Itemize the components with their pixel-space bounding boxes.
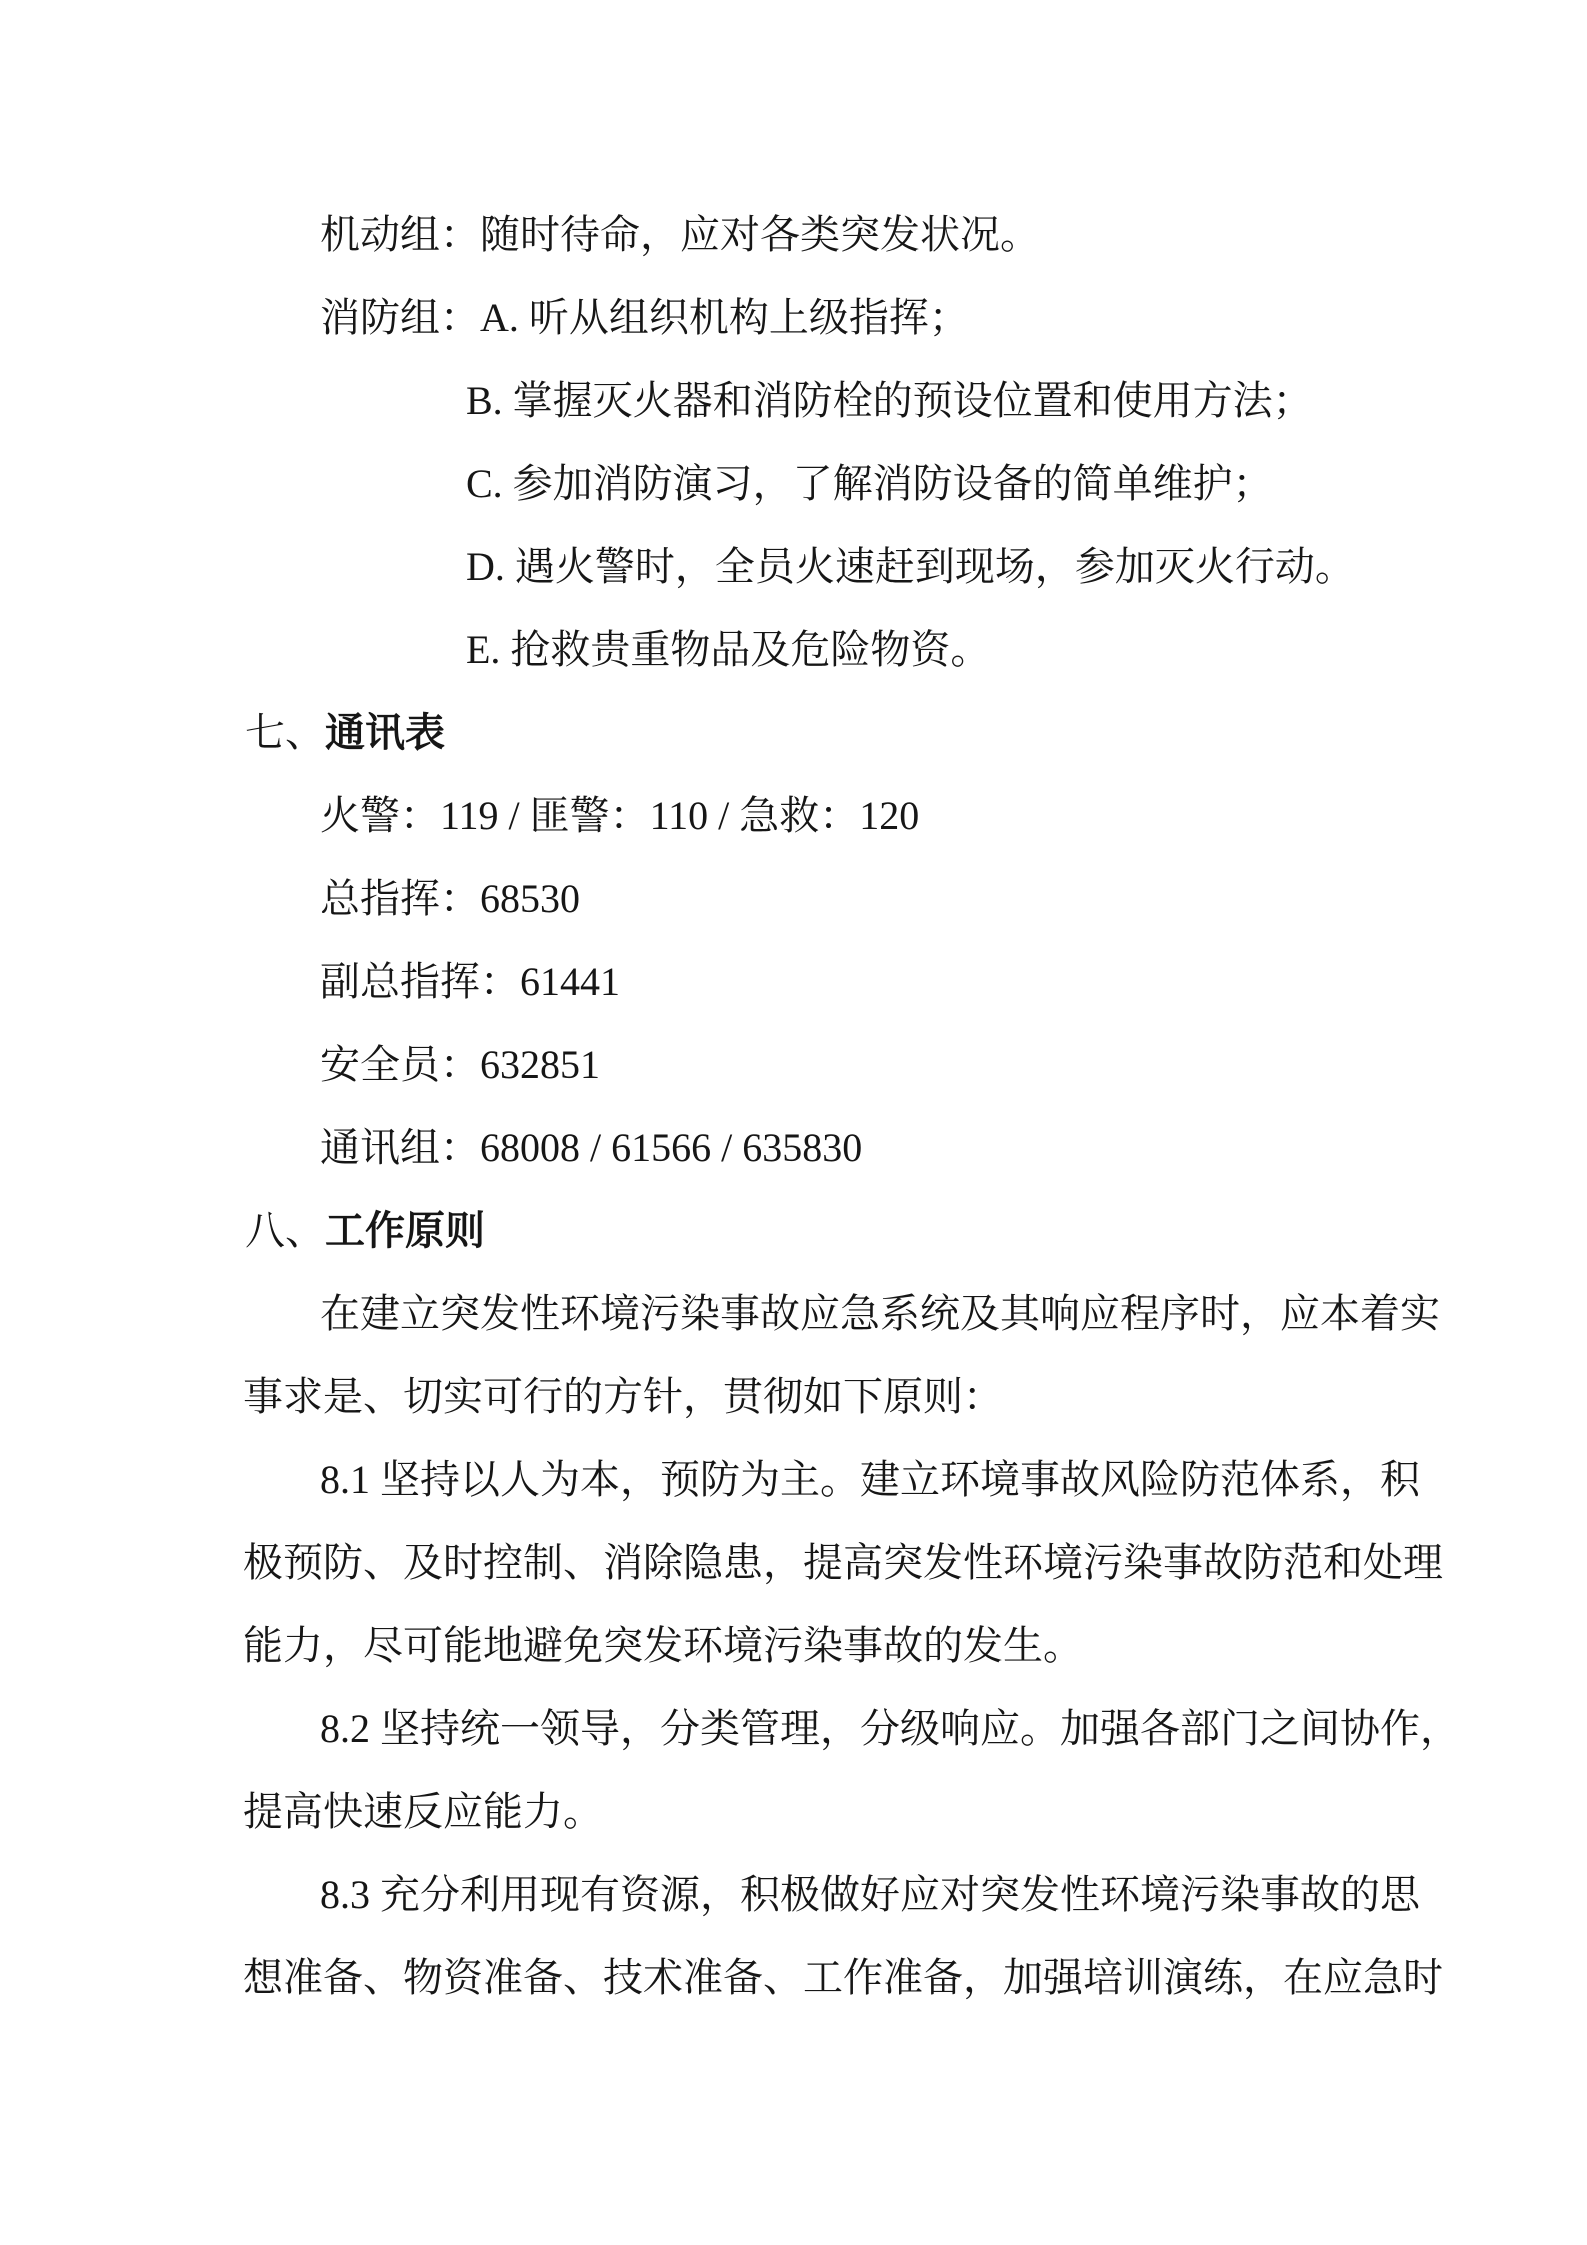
principle-8-2-line-1: 8.2 坚持统一领导，分类管理，分级响应。加强各部门之间协作， bbox=[320, 1706, 1460, 1751]
fire-team-item-d: D. 遇火警时，全员火速赶到现场，参加灭火行动。 bbox=[466, 544, 1355, 589]
section-7-heading bbox=[245, 691, 1467, 774]
section-8-heading-number: 八、 bbox=[245, 1208, 325, 1253]
principles-intro-line-2: 事求是、切实可行的方针，贯彻如下原则： bbox=[243, 1374, 1003, 1419]
principles-intro-line-1: 在建立突发性环境污染事故应急系统及其响应程序时，应本着实 bbox=[320, 1291, 1440, 1336]
section-7-heading-title: 通讯表 bbox=[325, 710, 445, 755]
principle-8-3-line-1: 8.3 充分利用现有资源，积极做好应对突发性环境污染事故的思 bbox=[320, 1872, 1420, 1917]
principle-8-2-line-2: 提高快速反应能力。 bbox=[243, 1789, 603, 1834]
section-8-heading bbox=[245, 1189, 1467, 1272]
mobile-team-duty-line: 机动组：随时待命，应对各类突发状况。 bbox=[320, 212, 1040, 257]
principle-8-1-line-2: 极预防、及时控制、消除隐患，提高突发性环境污染事故防范和处理 bbox=[243, 1540, 1443, 1585]
principle-8-1-line-1: 8.1 坚持以人为本，预防为主。建立环境事故风险防范体系，积 bbox=[320, 1457, 1420, 1502]
chief-commander-line: 总指挥：68530 bbox=[320, 876, 580, 921]
principle-8-1-line-3: 能力，尽可能地避免突发环境污染事故的发生。 bbox=[243, 1623, 1083, 1668]
emergency-numbers-line: 火警：119 / 匪警：110 / 急救：120 bbox=[320, 793, 920, 838]
fire-team-item-b: B. 掌握灭火器和消防栓的预设位置和使用方法； bbox=[466, 378, 1313, 423]
fire-team-item-c: C. 参加消防演习，了解消防设备的简单维护； bbox=[466, 461, 1273, 506]
principle-8-3-line-2: 想准备、物资准备、技术准备、工作准备，加强培训演练，在应急时 bbox=[243, 1955, 1443, 2000]
fire-team-item-a: 消防组：A. 听从组织机构上级指挥； bbox=[320, 295, 969, 340]
deputy-chief-commander-line: 副总指挥：61441 bbox=[320, 959, 620, 1004]
communication-team-line: 通讯组：68008 / 61566 / 635830 bbox=[320, 1125, 863, 1170]
fire-team-item-e: E. 抢救贵重物品及危险物资。 bbox=[466, 627, 991, 672]
section-7-heading-number: 七、 bbox=[245, 710, 325, 755]
section-8-heading-title: 工作原则 bbox=[325, 1208, 485, 1253]
safety-officer-line: 安全员：632851 bbox=[320, 1042, 600, 1087]
